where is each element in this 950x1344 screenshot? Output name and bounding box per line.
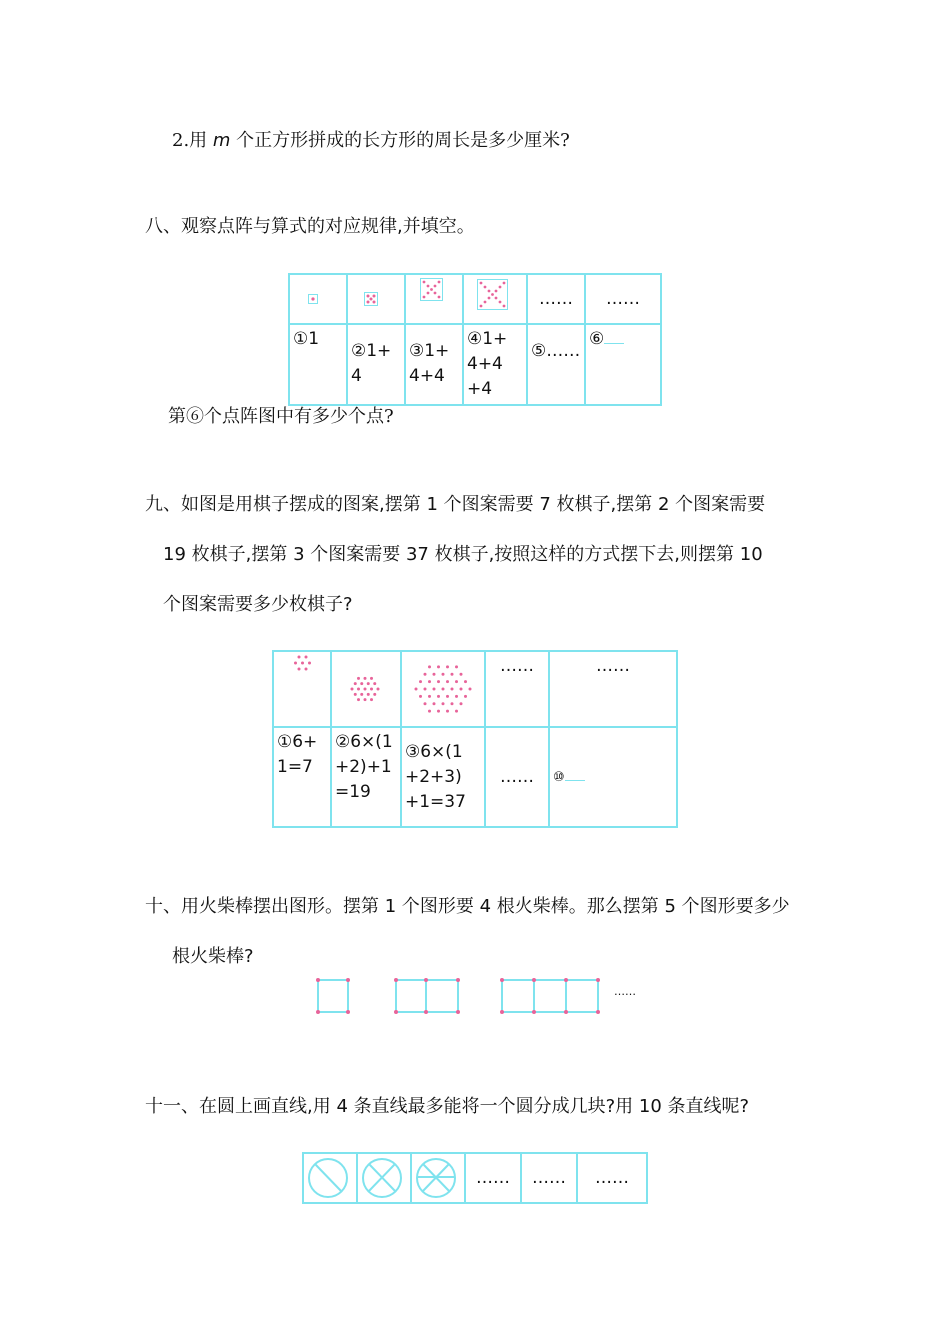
q8-ellipsis-6: …… bbox=[585, 274, 661, 324]
chess-piece-dot bbox=[455, 665, 458, 668]
chess-piece-dot bbox=[367, 693, 370, 696]
chess-piece-dot bbox=[460, 688, 463, 691]
chess-piece-dot bbox=[446, 710, 449, 713]
q9-formula-2: ②6×(1+2)+1=19 bbox=[331, 727, 401, 827]
chess-piece-dot bbox=[455, 710, 458, 713]
q8-table bbox=[288, 273, 662, 406]
chess-piece-dot bbox=[428, 680, 431, 683]
q9-formula-3: ③6×(1+2+3)+1=37 bbox=[401, 727, 485, 827]
q8-formula-6: ⑥ bbox=[585, 324, 661, 405]
chess-piece-dot bbox=[373, 682, 376, 685]
chess-piece-dot bbox=[424, 702, 427, 705]
q10-ellipsis: …… bbox=[614, 985, 636, 998]
chess-piece-dot bbox=[370, 698, 373, 701]
chess-piece-dot bbox=[437, 680, 440, 683]
chess-piece-dot bbox=[451, 702, 454, 705]
chess-piece-dot bbox=[428, 695, 431, 698]
chess-piece-dot bbox=[428, 710, 431, 713]
chess-piece-dot bbox=[360, 682, 363, 685]
q10-matchstick-figures bbox=[312, 974, 642, 1018]
q8-formula-2: ②1+4 bbox=[347, 324, 405, 405]
chess-piece-dot bbox=[437, 695, 440, 698]
chess-piece-dot bbox=[428, 665, 431, 668]
q8-dot-figure-3 bbox=[405, 274, 463, 324]
chess-piece-dot bbox=[464, 695, 467, 698]
chess-piece-dot bbox=[373, 693, 376, 696]
chess-piece-dot bbox=[437, 710, 440, 713]
q9-formula-1: ①6+1=7 bbox=[273, 727, 331, 827]
chess-piece-dot bbox=[419, 680, 422, 683]
q8-answer-blank[interactable] bbox=[604, 329, 624, 344]
q8-formula-5: ⑤…… bbox=[527, 324, 585, 405]
q8-dot-figure-4 bbox=[463, 274, 527, 324]
chess-piece-dot bbox=[354, 682, 357, 685]
chess-piece-dot bbox=[364, 688, 367, 691]
q9-ellipsis-4: …… bbox=[485, 651, 549, 727]
chess-piece-dot bbox=[433, 688, 436, 691]
q9-formula-4: …… bbox=[485, 727, 549, 827]
chess-piece-dot bbox=[446, 665, 449, 668]
chess-piece-dot bbox=[451, 688, 454, 691]
chess-piece-dot bbox=[455, 695, 458, 698]
q9-pattern-3 bbox=[401, 651, 485, 727]
chess-piece-dot bbox=[451, 673, 454, 676]
chess-piece-dot bbox=[442, 673, 445, 676]
chess-piece-dot bbox=[377, 688, 380, 691]
chess-piece-dot bbox=[370, 677, 373, 680]
chess-piece-dot bbox=[364, 698, 367, 701]
chess-piece-dot bbox=[446, 680, 449, 683]
q11-table bbox=[302, 1152, 648, 1204]
q8-dot-figure-2 bbox=[347, 274, 405, 324]
chess-piece-dot bbox=[460, 673, 463, 676]
q8-formula-1: ①1 bbox=[289, 324, 347, 405]
q11-circle-1 bbox=[303, 1153, 357, 1203]
chess-piece-dot bbox=[424, 688, 427, 691]
q11-circle-3 bbox=[411, 1153, 465, 1203]
chess-piece-dot bbox=[419, 695, 422, 698]
chess-piece-dot bbox=[433, 702, 436, 705]
q9-answer-blank[interactable] bbox=[565, 766, 585, 781]
chess-piece-dot bbox=[354, 693, 357, 696]
chess-piece-dot bbox=[455, 680, 458, 683]
q9-table bbox=[272, 650, 678, 828]
q7-variable: m bbox=[212, 130, 231, 151]
q8-title: 八、观察点阵与算式的对应规律,并填空。 bbox=[145, 216, 475, 237]
chess-piece-dot bbox=[424, 673, 427, 676]
chess-piece-dot bbox=[437, 665, 440, 668]
q11-circle-2 bbox=[357, 1153, 411, 1203]
chess-piece-dot bbox=[415, 688, 418, 691]
chess-piece-dot bbox=[357, 688, 360, 691]
q9-ellipsis-5: …… bbox=[549, 651, 677, 727]
chess-piece-dot bbox=[364, 677, 367, 680]
chess-piece-dot bbox=[367, 682, 370, 685]
chess-piece-dot bbox=[464, 680, 467, 683]
chess-piece-dot bbox=[442, 702, 445, 705]
q9-line-1: 九、如图是用棋子摆成的图案,摆第 1 个图案需要 7 枚棋子,摆第 2 个图案需要 bbox=[145, 494, 766, 515]
q8-formula-4: ④1+4+4+4 bbox=[463, 324, 527, 405]
chess-piece-dot bbox=[370, 688, 373, 691]
q11-ellipsis-5: …… bbox=[521, 1153, 577, 1203]
q11-ellipsis-6: …… bbox=[577, 1153, 647, 1203]
chess-piece-dot bbox=[360, 693, 363, 696]
q10-line-1: 十、用火柴棒摆出图形。摆第 1 个图形要 4 根火柴棒。那么摆第 5 个图形要多少 bbox=[145, 896, 790, 917]
q7-sub2-text: 2.用 m 个正方形拼成的长方形的周长是多少厘米? bbox=[172, 130, 570, 151]
q9-pattern-2 bbox=[331, 651, 401, 727]
chess-piece-dot bbox=[351, 688, 354, 691]
q9-line-2: 19 枚棋子,摆第 3 个图案需要 37 枚棋子,按照这样的方式摆下去,则摆第 10 bbox=[163, 544, 763, 565]
q9-line-3: 个图案需要多少枚棋子? bbox=[163, 594, 353, 615]
q11-title: 十一、在圆上画直线,用 4 条直线最多能将一个圆分成几块?用 10 条直线呢? bbox=[145, 1096, 750, 1117]
q8-question: 第⑥个点阵图中有多少个点? bbox=[168, 406, 394, 427]
chess-piece-dot bbox=[442, 688, 445, 691]
chess-piece-dot bbox=[469, 688, 472, 691]
q9-pattern-1 bbox=[273, 651, 331, 727]
chess-piece-dot bbox=[433, 673, 436, 676]
chess-piece-dot bbox=[460, 702, 463, 705]
chess-piece-dot bbox=[357, 677, 360, 680]
chess-piece-dot bbox=[446, 695, 449, 698]
q10-line-2: 根火柴棒? bbox=[172, 946, 254, 967]
q11-ellipsis-4: …… bbox=[465, 1153, 521, 1203]
q8-dot-figure-1 bbox=[289, 274, 347, 324]
chess-piece-dot bbox=[357, 698, 360, 701]
q8-formula-3: ③1+4+4 bbox=[405, 324, 463, 405]
q9-formula-5: ⑩ bbox=[549, 727, 677, 827]
q8-ellipsis-5: …… bbox=[527, 274, 585, 324]
